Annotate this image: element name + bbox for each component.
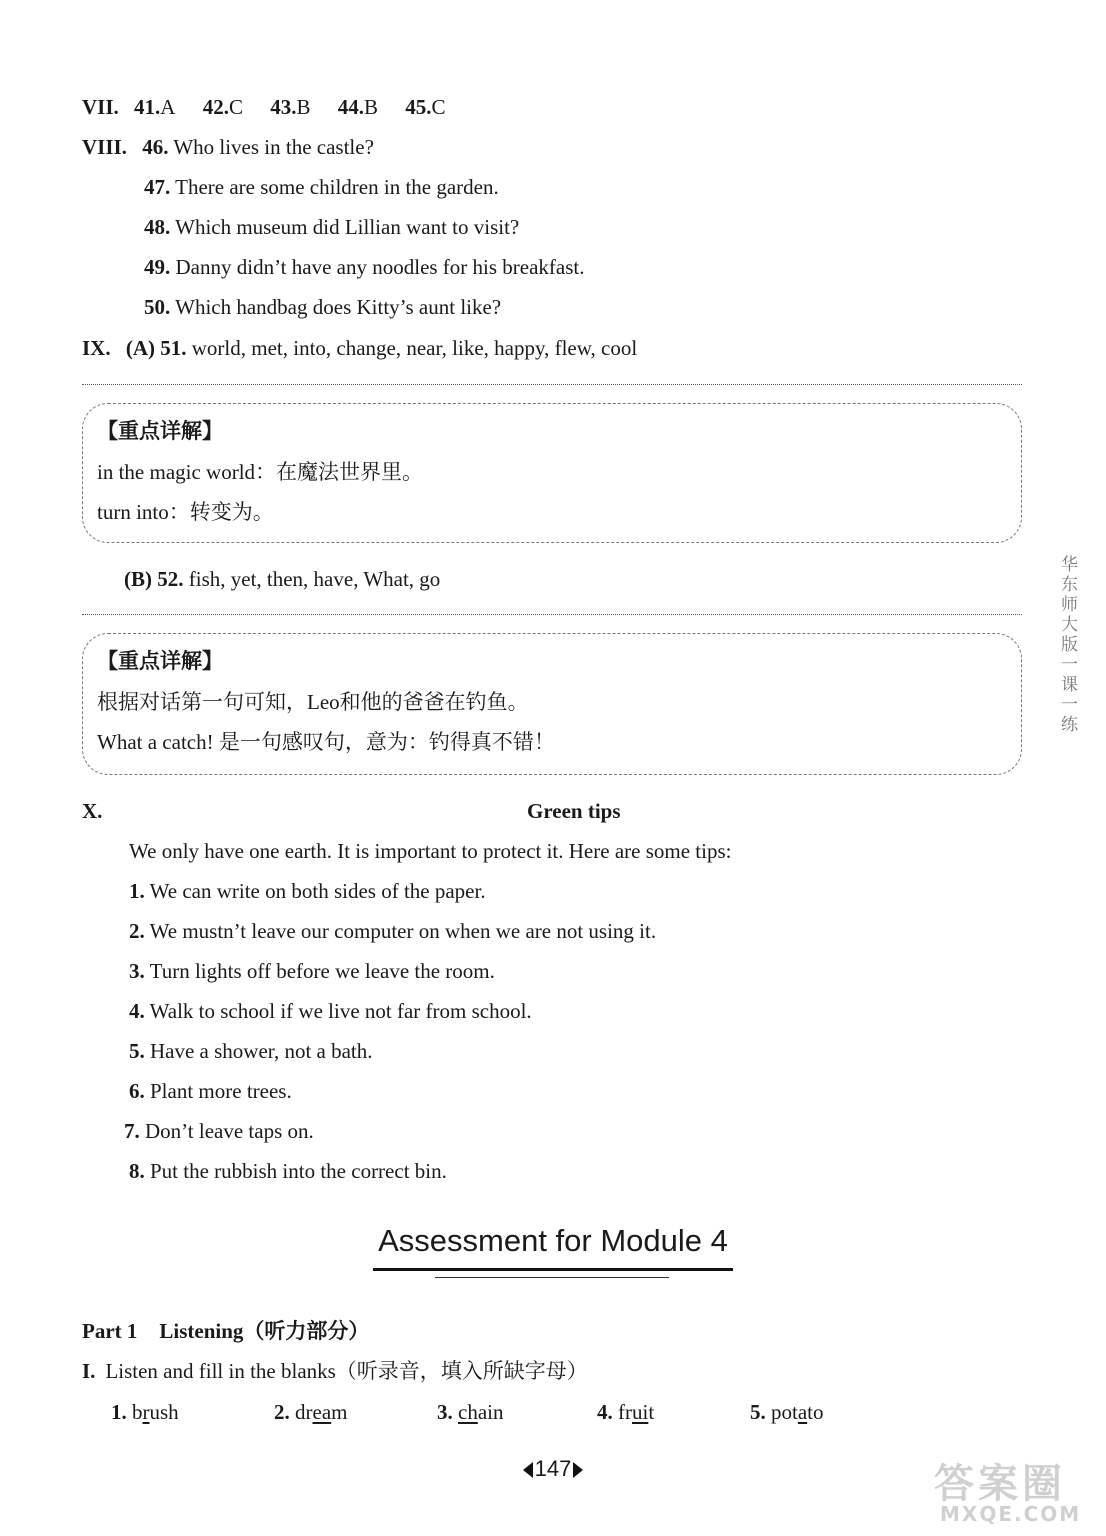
word-3 [437,1399,503,1425]
tip-text: Turn lights off before we leave the room. [149,959,495,983]
item-text: Danny didn’t have any noodles for his breakfast. [175,255,585,279]
word-4 [597,1399,654,1425]
word-1 [111,1399,179,1425]
section-viii-item-49 [144,254,585,280]
key-explanation-box-2 [82,633,1022,775]
tip-text: We mustn’t leave our computer on when we are not using it. [149,919,657,943]
word-part: pot [771,1400,798,1424]
answer-num: 41. [134,95,161,119]
word-part: to [807,1400,824,1424]
tip-3 [129,958,495,984]
assessment-title: Assessment for Module 4 [378,1223,728,1258]
section-ix-b [124,566,440,592]
tip-5 [129,1038,373,1064]
item-num: 48. [144,215,171,239]
word-part: dr [295,1400,313,1424]
word-part: ush [149,1400,179,1424]
tip-num: 3. [129,959,145,983]
section-label: VIII. [82,135,127,159]
tip-2 [129,918,656,944]
answer: A [160,95,176,119]
dotted-divider [82,384,1022,385]
item-num: 47. [144,175,171,199]
item-text: Which museum did Lillian want to visit? [175,215,520,239]
tip-num: 5. [129,1039,145,1063]
tip-num: 4. [129,999,145,1023]
section-vii-answers [82,94,446,120]
box-line: What a catch! 是一句感叹句，意为：钓得真不错！ [97,730,555,754]
tip-text: Have a shower, not a bath. [150,1039,373,1063]
item-text: fish, yet, then, have, What, go [188,567,441,591]
section-viii-item-48 [144,214,519,240]
tip-num: 6. [129,1079,145,1103]
tip-text: Put the rubbish into the correct bin. [150,1159,447,1183]
word-blank: ch [458,1400,478,1424]
answer-num: 43. [270,95,297,119]
item-text: world, met, into, change, near, like, happy, flew, cool [191,336,638,360]
item-num: (A) 51. [125,336,187,360]
tip-num: 8. [129,1159,145,1183]
word-blank: r [142,1400,150,1424]
title-rule-thick [373,1268,733,1271]
tip-num: 1. [129,879,145,903]
tip-7 [124,1118,314,1144]
tip-1 [129,878,486,904]
answer-num: 42. [202,95,229,119]
tip-text: Don’t leave taps on. [145,1119,314,1143]
answer: C [228,95,243,119]
tip-8 [129,1158,447,1184]
word-blank: ea [312,1400,332,1424]
section-label: IX. [82,336,111,360]
left-triangle-icon [523,1462,533,1478]
item-text: Which handbag does Kitty’s aunt like? [175,295,502,319]
tip-num: 2. [129,919,145,943]
answer-num: 44. [337,95,364,119]
answer-num: 45. [405,95,432,119]
answer: B [296,95,311,119]
tip-num: 7. [124,1119,140,1143]
part-heading [82,1318,369,1344]
word-blank: ui [632,1400,649,1424]
section-i-heading [82,1358,588,1384]
tip-text: Plant more trees. [150,1079,292,1103]
part-label: Part 1 [82,1319,138,1343]
side-series-label: 华东师大版一课一练 [1057,555,1077,735]
passage-intro: We only have one earth. It is important to protect it. Here are some tips: [129,839,732,863]
item-text: Who lives in the castle? [173,135,374,159]
watermark-url: MXQE.COM [940,1502,1082,1526]
item-num: 46. [142,135,169,159]
box-line: in the magic world：在魔法世界里。 [97,460,424,484]
tip-text: Walk to school if we live not far from school. [149,999,532,1023]
title-rule-thin [435,1277,669,1278]
watermark-logo: 答案圈 [934,1461,1066,1507]
section-viii-item-46 [82,134,374,160]
section-ix-a [82,335,637,361]
item-num: (B) 52. [124,567,184,591]
right-triangle-icon [573,1462,583,1478]
word-num: 3. [437,1400,453,1424]
word-part: ain [477,1400,504,1424]
word-2 [274,1399,348,1425]
item-num: 50. [144,295,171,319]
section-text: Listen and fill in the blanks（听录音，填入所缺字母） [105,1359,588,1383]
box-title: 【重点详解】 [97,649,223,673]
word-part: fr [618,1400,632,1424]
word-num: 5. [750,1400,766,1424]
section-label: I. [82,1359,96,1383]
section-viii-item-47 [144,174,499,200]
box-line: 根据对话第一句可知，Leo和他的爸爸在钓鱼。 [97,690,529,714]
tip-text: We can write on both sides of the paper. [149,879,486,903]
watermark [930,1452,1100,1532]
word-num: 4. [597,1400,613,1424]
item-num: 49. [144,255,171,279]
word-5 [750,1399,824,1425]
word-blank: a [797,1400,808,1424]
section-viii-item-50 [144,294,501,320]
item-text: There are some children in the garden. [175,175,499,199]
word-part: m [331,1400,348,1424]
answer: B [363,95,378,119]
dotted-divider [82,614,1022,615]
key-explanation-box-1 [82,403,1022,543]
answer: C [431,95,446,119]
box-line: turn into：转变为。 [97,500,274,524]
tip-6 [129,1078,292,1104]
word-num: 2. [274,1400,290,1424]
part-name: Listening（听力部分） [159,1319,370,1343]
word-part: b [132,1400,143,1424]
section-label: VII. [82,95,119,119]
word-num: 1. [111,1400,127,1424]
word-part: t [648,1400,655,1424]
passage-title: Green tips [527,799,621,823]
tip-4 [129,998,532,1024]
section-label: X. [82,799,103,823]
page-number-text: 147 [534,1456,572,1481]
box-title: 【重点详解】 [97,419,223,443]
